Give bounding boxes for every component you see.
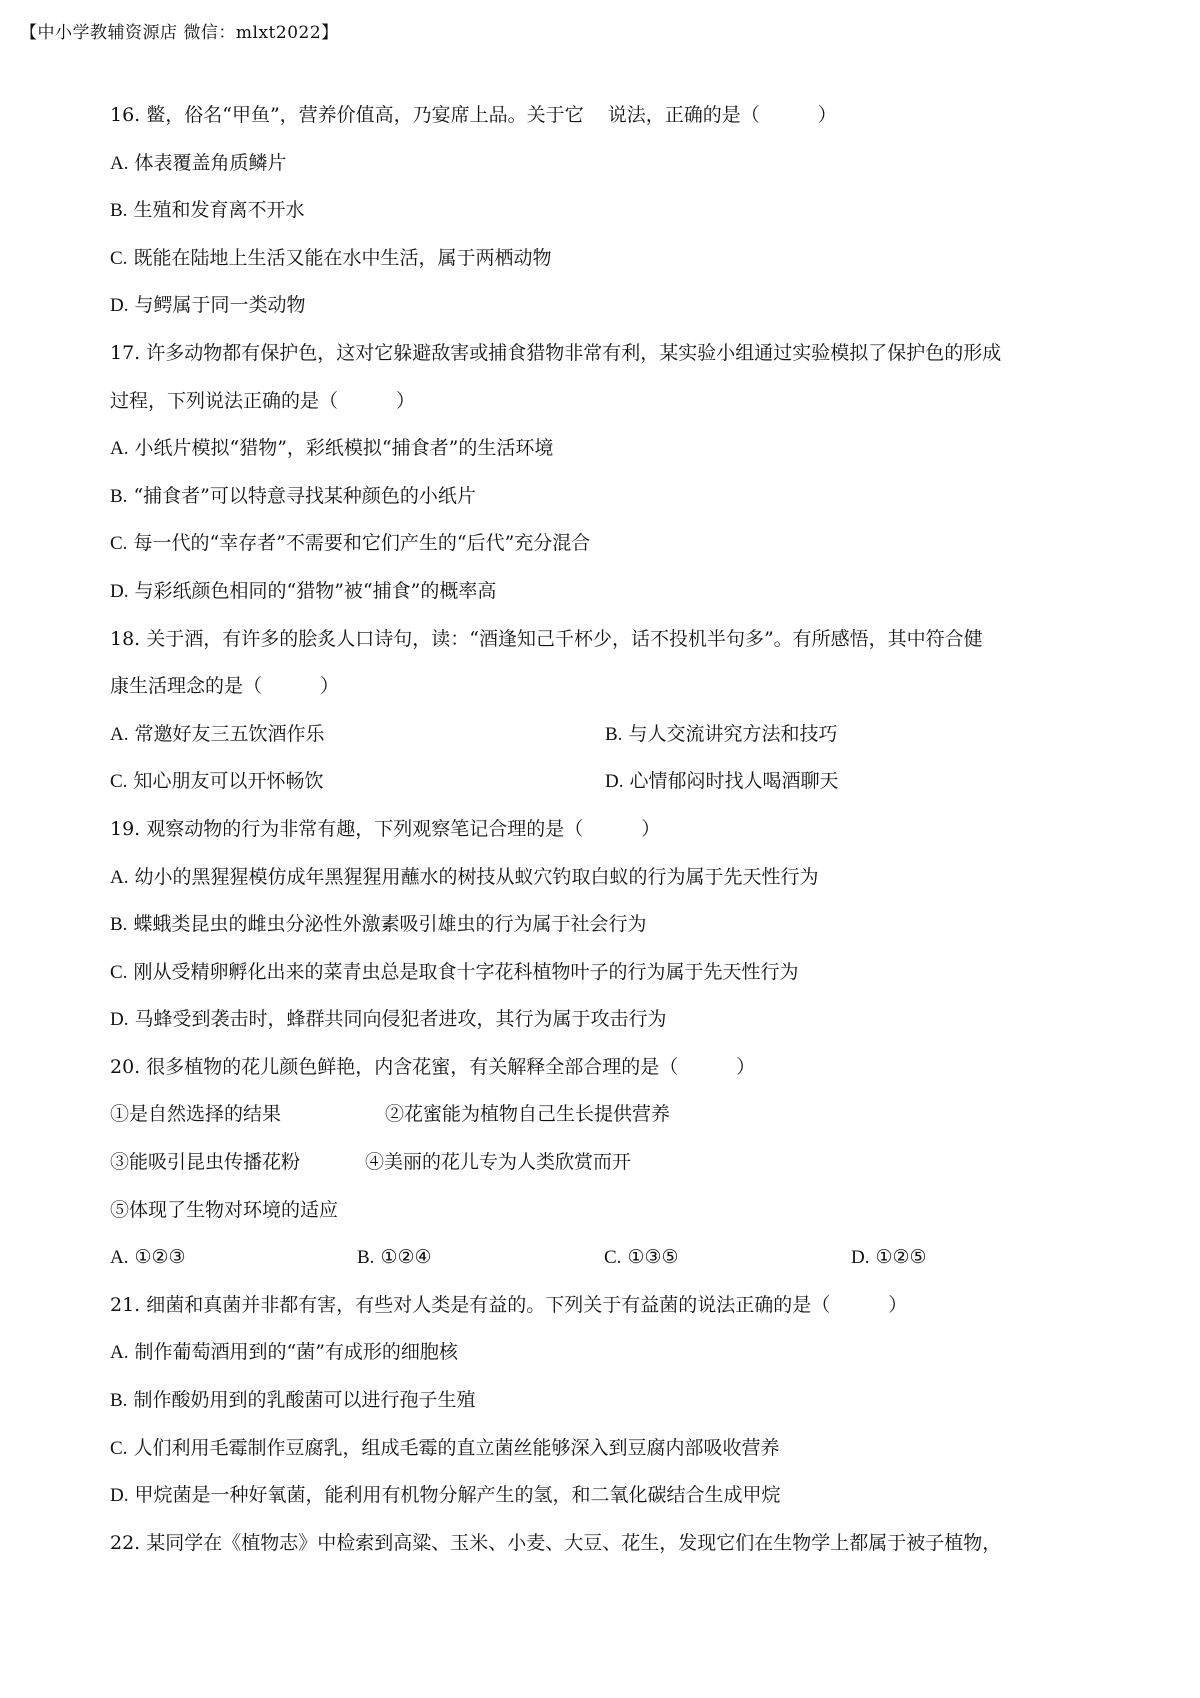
q20-option-b bbox=[357, 1234, 604, 1282]
q20-statements-row2 bbox=[110, 1139, 1110, 1187]
q17-stem-line1: 17. 许多动物都有保护色，这对它躲避敌害或捕食猎物非常有利，某实验小组通过实验模拟了保护色的形成 bbox=[110, 341, 1002, 364]
q21-option-b bbox=[110, 1377, 1110, 1425]
q20-statement-2: ②花蜜能为植物自己生长提供营养 bbox=[385, 1103, 671, 1126]
option-text: 马蜂受到袭击时，蜂群共同向侵犯者进攻，其行为属于攻击行为 bbox=[134, 1008, 667, 1031]
option-text: 小纸片模拟“猎物”，彩纸模拟“捕食者”的生活环境 bbox=[134, 437, 554, 460]
option-text: 心情郁闷时找人喝酒聊天 bbox=[629, 770, 839, 793]
option-text: 制作葡萄酒用到的“菌”有成形的细胞核 bbox=[134, 1341, 458, 1364]
q19-stem-close: ） bbox=[641, 817, 661, 840]
q19-option-d bbox=[110, 996, 1110, 1044]
q17-stem-line2 bbox=[110, 378, 1110, 426]
option-text: ①②③ bbox=[134, 1246, 186, 1269]
q21-option-c bbox=[110, 1425, 1110, 1473]
q19-stem-text: 19. 观察动物的行为非常有趣，下列观察笔记合理的是（ bbox=[110, 817, 584, 840]
option-label: D. bbox=[605, 771, 624, 793]
q16-option-b bbox=[110, 187, 1110, 235]
q21-stem-close: ） bbox=[888, 1293, 908, 1316]
option-label: B. bbox=[110, 1390, 128, 1412]
q16-stem bbox=[110, 92, 1110, 140]
q20-statement-3: ③能吸引昆虫传播花粉 bbox=[110, 1151, 301, 1174]
q18-option-d bbox=[605, 758, 1100, 806]
option-label: C. bbox=[110, 1437, 128, 1459]
option-label: D. bbox=[851, 1247, 870, 1269]
q18-stem-text: 康生活理念的是（ bbox=[110, 675, 263, 698]
q20-option-c bbox=[604, 1234, 851, 1282]
option-label: D. bbox=[110, 1009, 129, 1031]
q16-option-d bbox=[110, 282, 1110, 330]
q16-stem-part1: 16. 鳖，俗名“甲鱼”，营养价值高，乃宴席上品。关于它 bbox=[110, 104, 584, 126]
q18-option-b bbox=[605, 711, 1100, 759]
option-text: 生殖和发育离不开水 bbox=[133, 199, 305, 222]
q21-option-d bbox=[110, 1472, 1110, 1520]
option-text: “捕食者”可以特意寻找某种颜色的小纸片 bbox=[133, 484, 476, 507]
q18-option-a bbox=[110, 711, 605, 759]
q18-stem-close: ） bbox=[320, 675, 340, 698]
q17-option-a bbox=[110, 425, 1110, 473]
option-text: 既能在陆地上生活又能在水中生活，属于两栖动物 bbox=[133, 246, 552, 269]
option-label: C. bbox=[110, 961, 128, 983]
option-label: A. bbox=[110, 866, 129, 888]
q20-option-a bbox=[110, 1234, 357, 1282]
option-text: 与人交流讲究方法和技巧 bbox=[628, 722, 838, 745]
option-text: ①②④ bbox=[380, 1246, 432, 1269]
q18-option-c bbox=[110, 758, 605, 806]
option-text: 常邀好友三五饮酒作乐 bbox=[134, 722, 325, 745]
option-label: C. bbox=[604, 1247, 622, 1269]
q17-option-b bbox=[110, 473, 1110, 521]
option-label: B. bbox=[605, 723, 623, 745]
option-label: D. bbox=[110, 295, 129, 317]
q18-options-row2 bbox=[110, 758, 1110, 806]
q20-option-d bbox=[851, 1234, 1098, 1282]
option-label: D. bbox=[110, 1485, 129, 1507]
option-text: 体表覆盖角质鳞片 bbox=[134, 151, 287, 174]
watermark-header: 【中小学教辅资源店 微信：mlxt2022】 bbox=[20, 23, 339, 43]
option-label: A. bbox=[110, 1342, 129, 1364]
option-text: 每一代的“幸存者”不需要和它们产生的“后代”充分混合 bbox=[133, 532, 591, 555]
option-label: C. bbox=[110, 533, 128, 555]
option-label: B. bbox=[110, 485, 128, 507]
q20-stem-text: 20. 很多植物的花儿颜色鲜艳，内含花蜜，有关解释全部合理的是（ bbox=[110, 1055, 679, 1078]
q19-option-a bbox=[110, 854, 1110, 902]
q18-stem-line2 bbox=[110, 663, 1110, 711]
q17-option-c bbox=[110, 520, 1110, 568]
option-text: ①②⑤ bbox=[875, 1246, 927, 1269]
q20-statement-1: ①是自然选择的结果 bbox=[110, 1103, 282, 1126]
option-label: B. bbox=[110, 914, 128, 936]
q20-stem bbox=[110, 1044, 1110, 1092]
option-text: 蝶蛾类昆虫的雌虫分泌性外激素吸引雄虫的行为属于社会行为 bbox=[133, 913, 647, 936]
option-text: 幼小的黑猩猩模仿成年黑猩猩用蘸水的树技从蚁穴钓取白蚁的行为属于先天性行为 bbox=[134, 865, 819, 888]
option-label: B. bbox=[110, 200, 128, 222]
question-list bbox=[110, 92, 1110, 1567]
option-text: ①③⑤ bbox=[627, 1246, 679, 1269]
q16-stem-part2: 说法，正确的是（ bbox=[607, 104, 760, 126]
q20-statement-5: ⑤体现了生物对环境的适应 bbox=[110, 1198, 339, 1221]
q20-statements-row1 bbox=[110, 1091, 1110, 1139]
option-text: 制作酸奶用到的乳酸菌可以进行孢子生殖 bbox=[133, 1389, 476, 1412]
option-label: A. bbox=[110, 723, 129, 745]
q16-option-a bbox=[110, 140, 1110, 188]
q18-stem-line1: 18. 关于酒，有许多的脍炙人口诗句，读：“酒逢知己千杯少，话不投机半句多”。有所感悟，其中符合健 bbox=[110, 627, 983, 650]
q17-option-d bbox=[110, 568, 1110, 616]
option-text: 甲烷菌是一种好氧菌，能利用有机物分解产生的氢，和二氧化碳结合生成甲烷 bbox=[134, 1484, 781, 1507]
option-label: D. bbox=[110, 580, 129, 602]
q16-option-c bbox=[110, 235, 1110, 283]
q22-stem-line1: 22. 某同学在《植物志》中检索到高粱、玉米、小麦、大豆、花生，发现它们在生物学上都属于被子植物， bbox=[110, 1531, 1002, 1554]
option-label: A. bbox=[110, 152, 129, 174]
q21-stem bbox=[110, 1282, 1110, 1330]
option-label: A. bbox=[110, 1247, 129, 1269]
option-text: 人们利用毛霉制作豆腐乳，组成毛霉的直立菌丝能够深入到豆腐内部吸收营养 bbox=[133, 1436, 780, 1459]
option-label: C. bbox=[110, 771, 128, 793]
option-text: 刚从受精卵孵化出来的菜青虫总是取食十字花科植物叶子的行为属于先天性行为 bbox=[133, 960, 799, 983]
option-label: A. bbox=[110, 438, 129, 460]
q17-stem-text: 过程，下列说法正确的是（ bbox=[110, 389, 339, 412]
q20-statement-4: ④美丽的花儿专为人类欣赏而开 bbox=[365, 1151, 632, 1174]
option-text: 与彩纸颜色相同的“猎物”被“捕食”的概率高 bbox=[134, 579, 497, 602]
q20-stem-close: ） bbox=[736, 1055, 756, 1078]
q16-stem-close: ） bbox=[817, 104, 837, 126]
option-text: 知心朋友可以开怀畅饮 bbox=[133, 770, 324, 793]
q20-options-row bbox=[110, 1234, 1110, 1282]
option-label: C. bbox=[110, 247, 128, 269]
q19-option-c bbox=[110, 949, 1110, 997]
q18-options-row1 bbox=[110, 711, 1110, 759]
q17-stem-close: ） bbox=[396, 389, 416, 412]
q21-stem-text: 21. 细菌和真菌并非都有害，有些对人类是有益的。下列关于有益菌的说法正确的是（ bbox=[110, 1293, 831, 1316]
q21-option-a bbox=[110, 1329, 1110, 1377]
q19-option-b bbox=[110, 901, 1110, 949]
option-label: B. bbox=[357, 1247, 375, 1269]
q19-stem bbox=[110, 806, 1110, 854]
option-text: 与鳄属于同一类动物 bbox=[134, 294, 306, 317]
